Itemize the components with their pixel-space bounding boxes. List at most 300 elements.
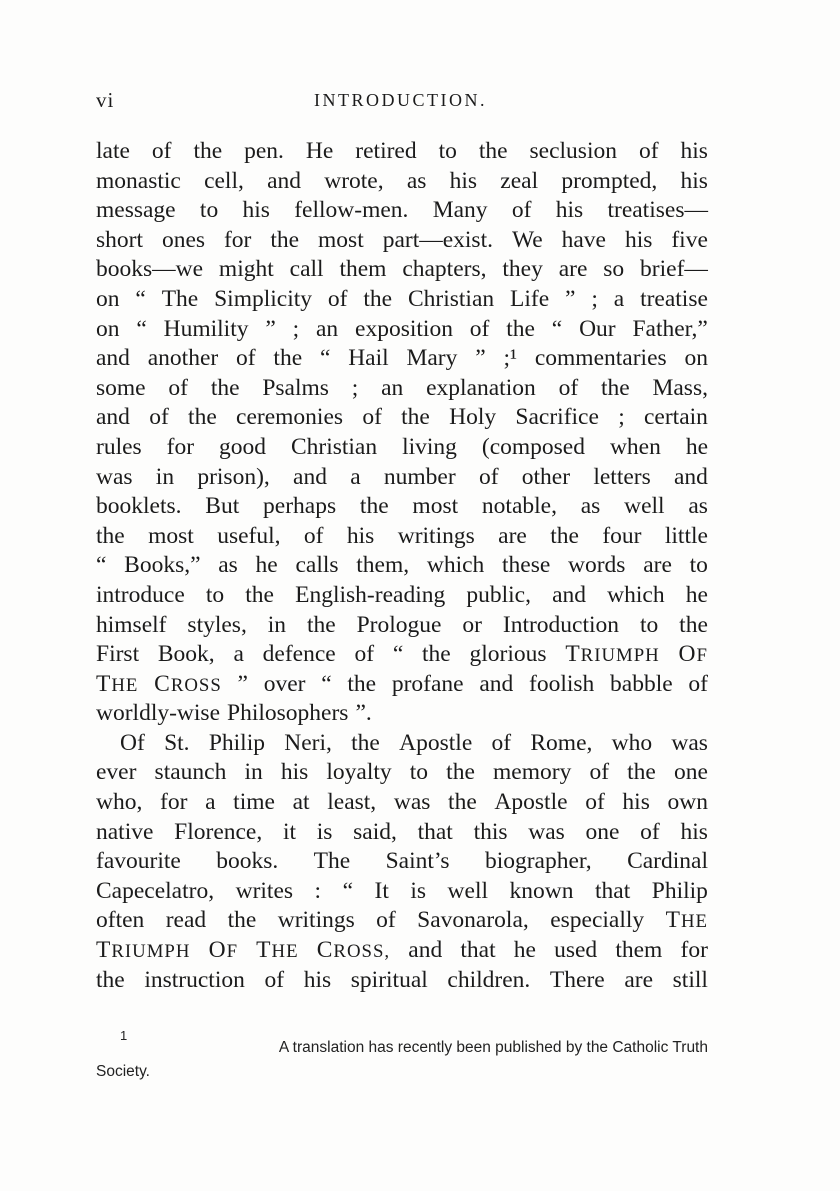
footnote-marker: 1 xyxy=(120,1028,128,1043)
text-line xyxy=(96,877,708,907)
word: of xyxy=(558,374,579,401)
word: Philip xyxy=(651,877,708,904)
word: to xyxy=(639,611,659,638)
word: used xyxy=(554,937,598,964)
word: the xyxy=(96,966,125,993)
text-line xyxy=(96,818,708,848)
word: the xyxy=(188,404,217,431)
text-line xyxy=(96,906,708,936)
word: to xyxy=(438,138,457,164)
word: ; xyxy=(292,315,300,342)
word: in xyxy=(267,611,287,638)
word: Philosophers xyxy=(227,700,349,727)
word: said, xyxy=(353,818,397,845)
text-line xyxy=(96,463,708,493)
word: writings xyxy=(277,907,355,934)
word: useful, xyxy=(217,522,281,549)
word: short xyxy=(96,226,143,253)
word: There xyxy=(549,966,605,993)
text-line xyxy=(96,344,708,374)
word: Mary xyxy=(406,345,458,372)
word: the xyxy=(600,374,630,401)
word: one xyxy=(673,759,708,786)
word: : xyxy=(314,877,322,904)
word: most xyxy=(148,522,194,549)
word: himself xyxy=(96,611,167,638)
word: We xyxy=(511,226,543,253)
word: the xyxy=(679,611,708,638)
word: in xyxy=(244,759,263,786)
word: “ xyxy=(319,345,331,372)
word: retired xyxy=(355,138,417,164)
word: time xyxy=(233,789,275,816)
word: ; xyxy=(591,285,598,312)
word: First xyxy=(96,641,140,668)
word: ” xyxy=(237,670,248,697)
word: his xyxy=(624,226,653,253)
text-line xyxy=(96,403,708,433)
word: certain xyxy=(643,404,708,431)
word: ever xyxy=(96,759,137,786)
word: and xyxy=(408,937,443,964)
word: CROSS xyxy=(154,670,222,697)
word: that xyxy=(417,818,453,845)
word: Of xyxy=(120,729,145,756)
word: are xyxy=(498,522,527,549)
word: good xyxy=(219,433,266,460)
word: Society. xyxy=(96,1063,150,1080)
footnote-text: A translation has recently been published by the Catholic Truth xyxy=(278,1039,708,1056)
word: Saint’s xyxy=(385,848,450,875)
word: St. xyxy=(164,729,190,756)
word: booklets. xyxy=(96,493,182,520)
word: staunch xyxy=(154,759,227,786)
word: Savonarola, xyxy=(417,907,529,934)
word: over xyxy=(263,670,306,697)
running-head: INTRODUCTION. xyxy=(314,90,487,110)
word: and xyxy=(96,404,130,431)
word: own xyxy=(667,789,708,816)
word: “ xyxy=(96,552,107,579)
word: notable, xyxy=(481,493,557,520)
word: (composed xyxy=(481,433,585,460)
word: Life xyxy=(510,285,550,312)
word: a xyxy=(613,285,625,312)
word: his xyxy=(680,138,708,164)
word: the xyxy=(351,729,380,756)
word: that xyxy=(460,937,496,964)
word: number xyxy=(383,463,456,490)
text-line xyxy=(96,966,708,996)
word: ones xyxy=(161,226,206,253)
text-line xyxy=(96,492,708,522)
word: THE xyxy=(96,670,139,697)
word: the xyxy=(401,404,430,431)
word: was xyxy=(671,729,708,756)
text-line xyxy=(96,551,708,581)
word: he xyxy=(513,937,536,964)
word: the xyxy=(550,522,579,549)
text-line xyxy=(96,315,708,345)
word: of xyxy=(638,138,659,164)
word: babble xyxy=(610,670,673,697)
word: the xyxy=(422,641,451,668)
word: and xyxy=(674,463,708,490)
word: on xyxy=(684,345,708,372)
word: letters xyxy=(593,463,651,490)
word: or xyxy=(462,611,482,638)
word: cell, xyxy=(204,167,244,194)
word: other xyxy=(521,463,571,490)
word: Our xyxy=(579,315,616,342)
word: are xyxy=(643,552,672,579)
word: writings xyxy=(397,522,475,549)
word: of xyxy=(354,641,375,668)
word: his xyxy=(242,197,270,224)
word: of xyxy=(688,670,708,697)
word: is xyxy=(316,818,333,845)
word: Apostle xyxy=(494,789,568,816)
word: his xyxy=(280,759,309,786)
word: of xyxy=(151,138,172,164)
word: is xyxy=(410,877,427,904)
word: an xyxy=(316,315,339,342)
word: ; xyxy=(618,404,625,431)
word: an xyxy=(381,374,404,401)
word: defence xyxy=(262,641,336,668)
word: “ xyxy=(135,285,146,312)
word: the xyxy=(363,285,393,312)
word: Christian xyxy=(290,433,378,460)
word: he xyxy=(685,581,708,608)
word: a xyxy=(205,789,216,816)
word: seclusion xyxy=(529,138,617,164)
text-line xyxy=(96,226,708,256)
word: Cardinal xyxy=(627,848,708,875)
text-line xyxy=(96,758,708,788)
word: still xyxy=(672,966,708,993)
word: most xyxy=(318,226,364,253)
text-line xyxy=(96,581,708,611)
word: “ xyxy=(136,315,147,342)
text-line xyxy=(96,255,708,285)
word: favourite xyxy=(96,848,181,875)
word: prison), xyxy=(197,463,270,490)
word: It xyxy=(374,877,389,904)
word: of xyxy=(303,522,324,549)
word: “ xyxy=(551,315,563,342)
text-line xyxy=(96,285,708,315)
word: ”. xyxy=(355,700,372,727)
word: Prologue xyxy=(356,611,442,638)
word: of xyxy=(640,818,660,845)
word: for xyxy=(160,789,188,816)
word: of xyxy=(149,404,169,431)
word: But xyxy=(205,493,240,520)
word: the xyxy=(270,226,300,253)
word: another xyxy=(147,345,219,372)
word: part—exist. xyxy=(382,226,493,253)
word: memory xyxy=(493,759,572,786)
text-line xyxy=(96,167,708,197)
word: read xyxy=(165,907,207,934)
word: TRIUMPH xyxy=(565,641,660,668)
word: treatise xyxy=(640,285,708,312)
word: of xyxy=(589,759,610,786)
word: as xyxy=(406,167,427,194)
word: of xyxy=(491,729,512,756)
word: as xyxy=(580,493,601,520)
word: his xyxy=(622,789,650,816)
word: worldly-wise xyxy=(96,700,221,727)
word: his xyxy=(303,966,332,993)
text-line xyxy=(96,699,708,729)
word: them xyxy=(339,256,387,283)
word: some xyxy=(96,374,146,401)
word: The xyxy=(313,848,351,875)
word: the xyxy=(478,138,508,164)
word: Christian xyxy=(407,285,495,312)
text-line xyxy=(96,640,708,670)
word: Books,” xyxy=(124,552,201,579)
word: who xyxy=(611,729,653,756)
word: OF xyxy=(208,937,239,964)
word: and xyxy=(293,463,327,490)
word: brief— xyxy=(640,256,708,283)
word: writes xyxy=(235,877,294,904)
word: that xyxy=(595,877,631,904)
word: THE xyxy=(665,907,708,934)
word: a xyxy=(350,463,361,490)
word: the xyxy=(448,789,477,816)
word: Holy xyxy=(449,404,497,431)
word: ” xyxy=(475,345,486,372)
word: of xyxy=(511,197,532,224)
word: his xyxy=(449,167,478,194)
word: them xyxy=(615,937,663,964)
word: English-reading xyxy=(295,581,446,608)
word: little xyxy=(664,522,708,549)
text-line xyxy=(96,788,708,818)
word: which xyxy=(607,581,665,608)
word: The xyxy=(161,285,199,312)
word: introduce xyxy=(96,581,185,608)
word: exposition xyxy=(355,315,453,342)
word: profane xyxy=(391,670,464,697)
word: chapters, xyxy=(402,256,487,283)
word: treatises— xyxy=(607,197,708,224)
word: this xyxy=(473,818,508,845)
word: to xyxy=(199,197,219,224)
word: Many xyxy=(432,197,488,224)
word: as xyxy=(688,493,708,520)
body-text xyxy=(96,137,708,995)
text-line xyxy=(96,522,708,552)
text-line xyxy=(96,847,708,877)
word: native xyxy=(96,818,154,845)
word: most xyxy=(412,493,459,520)
word: Capecelatro, xyxy=(96,877,215,904)
word: for xyxy=(166,433,195,460)
page-number: vi xyxy=(96,88,115,112)
word: call xyxy=(289,256,324,283)
word: often xyxy=(96,907,145,934)
word: the xyxy=(273,345,303,372)
word: public, xyxy=(466,581,531,608)
word: ” xyxy=(265,315,276,342)
word: for xyxy=(680,937,708,964)
word: Sacrifice xyxy=(515,404,599,431)
word: Hail xyxy=(348,345,389,372)
word: biographer, xyxy=(484,848,592,875)
word: message xyxy=(96,197,176,224)
word: of xyxy=(376,907,396,934)
word: books—we xyxy=(96,256,204,283)
word: CROSS, xyxy=(316,937,391,964)
word: pen. xyxy=(244,138,284,164)
word: Introduction xyxy=(502,611,620,638)
footnote-line xyxy=(96,1060,708,1084)
word: and xyxy=(552,581,587,608)
word: might xyxy=(218,256,274,283)
word: of xyxy=(168,374,188,401)
word: and xyxy=(96,345,130,372)
word: of xyxy=(585,789,605,816)
word: of xyxy=(478,463,499,490)
footnote xyxy=(96,1028,708,1084)
word: when xyxy=(609,433,661,460)
word: Rome, xyxy=(530,729,593,756)
word: Humility xyxy=(163,315,249,342)
word: ” xyxy=(565,285,576,312)
word: “ xyxy=(321,670,332,697)
word: commentaries xyxy=(534,345,667,372)
word: monastic xyxy=(96,167,181,194)
word: especially xyxy=(550,907,645,934)
word: Father,” xyxy=(632,315,708,342)
word: to xyxy=(205,581,225,608)
word: and xyxy=(267,167,302,194)
text-line xyxy=(96,936,708,966)
text-line xyxy=(96,611,708,641)
word: for xyxy=(223,226,252,253)
word: the xyxy=(446,759,475,786)
word: was xyxy=(96,463,133,490)
word: late xyxy=(96,138,130,164)
word: the xyxy=(227,907,257,934)
word: of xyxy=(264,966,285,993)
word: the xyxy=(506,315,535,342)
word: explanation xyxy=(426,374,536,401)
word: of xyxy=(327,285,348,312)
word: these xyxy=(502,552,551,579)
word: so xyxy=(603,256,625,283)
word: of xyxy=(236,345,256,372)
word: ;¹ xyxy=(503,345,518,372)
word: glorious xyxy=(469,641,547,668)
word: books. xyxy=(216,848,279,875)
word: “ xyxy=(392,641,404,668)
word: as xyxy=(218,552,238,579)
word: was xyxy=(393,789,431,816)
word: of xyxy=(469,315,490,342)
word: rules xyxy=(96,433,142,460)
word: on xyxy=(96,285,120,312)
word: foolish xyxy=(529,670,595,697)
word: Psalms xyxy=(262,374,329,401)
word: them, xyxy=(356,552,410,579)
text-line xyxy=(96,137,708,167)
word: to xyxy=(409,759,429,786)
word: it xyxy=(282,818,297,845)
word: TRIUMPH xyxy=(96,937,191,964)
word: his xyxy=(555,197,584,224)
word: Philip xyxy=(208,729,265,756)
word: and xyxy=(479,670,514,697)
word: are xyxy=(624,966,654,993)
word: children. xyxy=(447,966,531,993)
word: the xyxy=(627,759,656,786)
word: THE xyxy=(256,937,299,964)
word: instruction xyxy=(144,966,245,993)
word: words xyxy=(568,552,626,579)
word: the xyxy=(306,611,336,638)
word: fellow-men. xyxy=(294,197,409,224)
word: loyalty xyxy=(326,759,392,786)
word: was xyxy=(528,818,565,845)
word: of xyxy=(362,404,382,431)
word: to xyxy=(689,552,708,579)
word: spiritual xyxy=(350,966,428,993)
word: on xyxy=(96,315,120,342)
word: are xyxy=(558,256,588,283)
word: well xyxy=(447,877,489,904)
word: prompted, xyxy=(561,167,658,194)
word: a xyxy=(233,641,244,668)
word: which xyxy=(426,552,485,579)
word: five xyxy=(671,226,708,253)
word: zeal xyxy=(500,167,539,194)
word: Simplicity xyxy=(214,285,313,312)
word: the xyxy=(347,670,377,697)
word: ; xyxy=(351,374,359,401)
word: living xyxy=(402,433,457,460)
text-line xyxy=(96,196,708,226)
word: least, xyxy=(327,789,377,816)
word: his xyxy=(680,818,708,845)
text-line xyxy=(96,374,708,404)
word: “ xyxy=(342,877,353,904)
word: Apostle xyxy=(399,729,473,756)
word: OF xyxy=(678,641,708,668)
word: four xyxy=(602,522,642,549)
word: well xyxy=(624,493,665,520)
word: at xyxy=(292,789,310,816)
word: Florence, xyxy=(174,818,263,845)
word: one xyxy=(585,818,620,845)
word: He xyxy=(305,138,334,164)
word: the xyxy=(193,138,223,164)
word: who, xyxy=(96,789,143,816)
word: have xyxy=(561,226,606,253)
word: Mass, xyxy=(652,374,708,401)
word: the xyxy=(359,493,389,520)
word: ceremonies xyxy=(236,404,344,431)
word: known xyxy=(509,877,574,904)
text-line xyxy=(96,729,708,759)
word: Neri, xyxy=(284,729,332,756)
word: in xyxy=(155,463,175,490)
